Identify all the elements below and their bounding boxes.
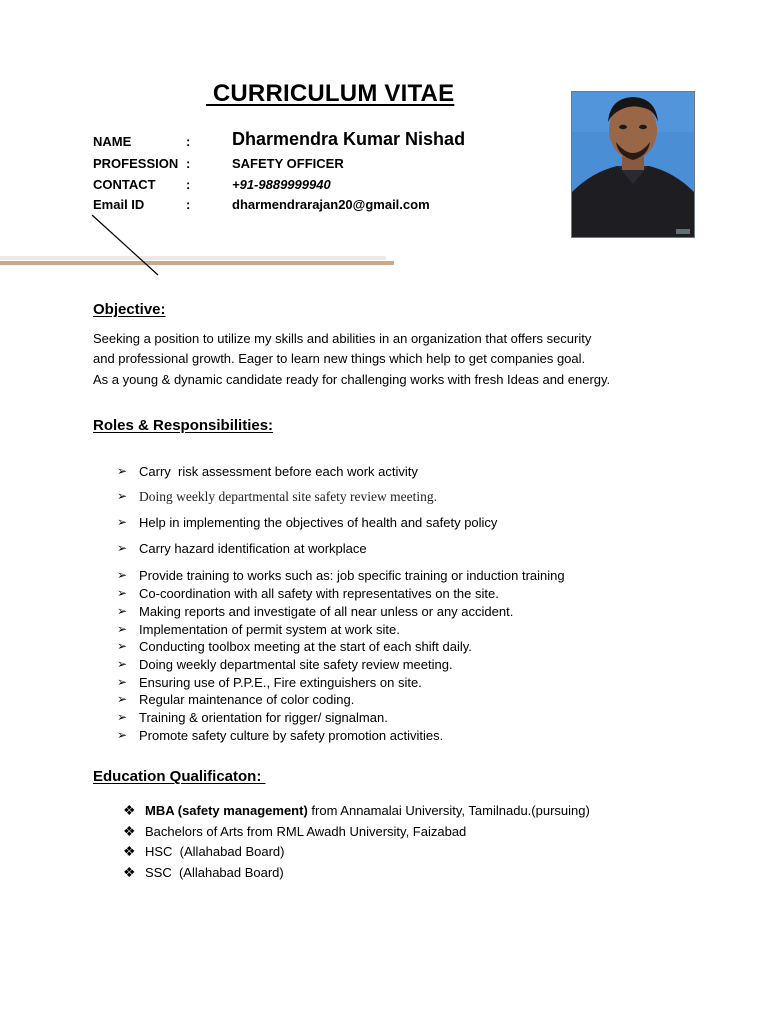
objective-line: As a young & dynamic candidate ready for challenging works with fresh Ideas and energy. xyxy=(93,372,611,387)
arrow-bullet-icon: ➢ xyxy=(117,639,128,653)
objective-heading: Objective: xyxy=(93,301,166,318)
degree-name: MBA (safety management) xyxy=(145,803,308,818)
email-value: dharmendrarajan20@gmail.com xyxy=(232,197,430,212)
diagonal-line xyxy=(90,213,162,279)
arrow-bullet-icon: ➢ xyxy=(117,622,128,636)
roles-heading: Roles & Responsibilities: xyxy=(93,417,274,434)
objective-line: and professional growth. Eager to learn new things which help to get companies goal. xyxy=(93,351,586,366)
diamond-bullet-icon: ❖ xyxy=(123,864,136,880)
profession-value: SAFETY OFFICER xyxy=(232,156,344,171)
diamond-bullet-icon: ❖ xyxy=(123,823,136,839)
arrow-bullet-icon: ➢ xyxy=(117,568,128,582)
info-colon: : xyxy=(186,134,191,149)
diamond-bullet-icon: ❖ xyxy=(123,802,136,818)
arrow-bullet-icon: ➢ xyxy=(117,710,128,724)
arrow-bullet-icon: ➢ xyxy=(117,586,128,600)
info-colon: : xyxy=(186,177,191,192)
arrow-bullet-icon: ➢ xyxy=(117,541,128,555)
arrow-bullet-icon: ➢ xyxy=(117,604,128,618)
arrow-bullet-icon: ➢ xyxy=(117,728,128,742)
divider-light xyxy=(0,256,386,260)
arrow-bullet-icon: ➢ xyxy=(117,464,128,478)
contact-value: +91-9889999940 xyxy=(232,177,331,192)
arrow-bullet-icon: ➢ xyxy=(117,675,128,689)
profile-photo xyxy=(571,91,695,238)
arrow-bullet-icon: ➢ xyxy=(117,692,128,706)
divider-rule xyxy=(0,261,394,265)
name-value: Dharmendra Kumar Nishad xyxy=(232,129,466,149)
page-title: CURRICULUM VITAE xyxy=(206,80,455,107)
arrow-bullet-icon: ➢ xyxy=(117,657,128,671)
info-label: Email ID xyxy=(93,197,145,212)
info-label: CONTACT xyxy=(93,177,156,192)
info-label: NAME xyxy=(93,134,132,149)
arrow-bullet-icon: ➢ xyxy=(117,515,128,529)
diamond-bullet-icon: ❖ xyxy=(123,843,136,859)
info-label: PROFESSION xyxy=(93,156,179,171)
info-colon: : xyxy=(186,197,191,212)
info-colon: : xyxy=(186,156,191,171)
education-heading: Education Qualificaton: xyxy=(93,768,266,785)
person-portrait-icon xyxy=(572,92,694,237)
objective-line: Seeking a position to utilize my skills and abilities in an organization that offers security xyxy=(93,331,592,346)
arrow-bullet-icon: ➢ xyxy=(117,489,128,503)
